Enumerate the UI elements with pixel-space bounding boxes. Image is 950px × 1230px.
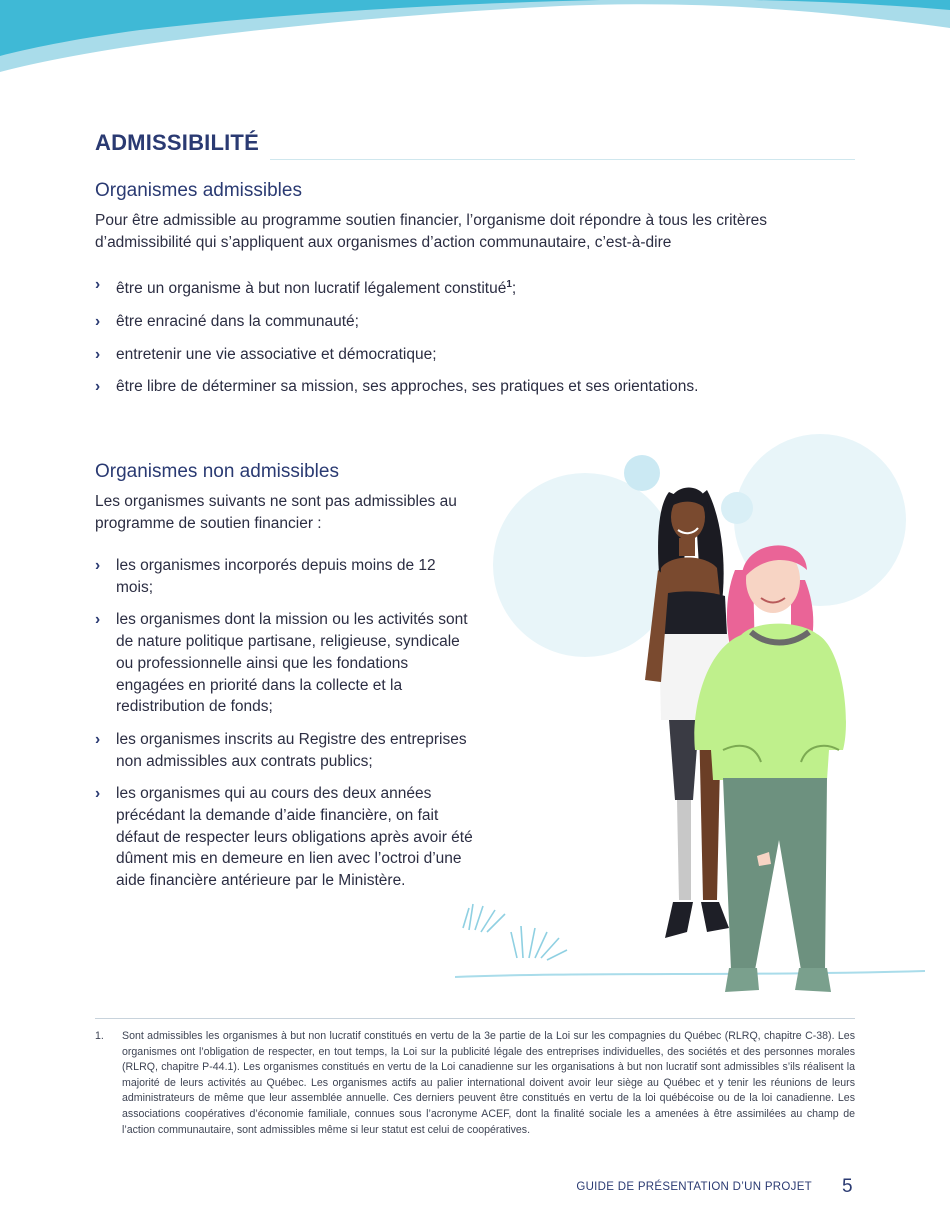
grass-left	[463, 904, 505, 932]
bg-circle	[493, 473, 677, 657]
grass-center	[511, 926, 567, 960]
footnote-rule	[95, 1018, 855, 1019]
bg-circle-small	[624, 455, 660, 491]
list-item-text: être libre de déterminer sa mission, ses approches, ses pratiques et ses orientations.	[116, 378, 699, 396]
list-item	[95, 609, 473, 718]
footnote	[95, 1029, 855, 1138]
footer-label: GUIDE DE PRÉSENTATION D’UN PROJET	[576, 1181, 812, 1193]
list-item-text: être un organisme à but non lucratif légalement constitué	[116, 280, 507, 298]
chevron-right-icon: ›	[95, 557, 101, 574]
ineligible-heading: Organismes non admissibles	[95, 461, 339, 482]
list-item-text: les organismes incorporés depuis moins de 12 mois;	[116, 557, 436, 596]
list-item-text: entretenir une vie associative et démocratique;	[116, 345, 437, 363]
chevron-right-icon: ›	[95, 345, 101, 363]
chevron-right-icon: ›	[95, 730, 101, 748]
chevron-right-icon: ›	[95, 378, 101, 396]
list-item	[95, 729, 473, 772]
bg-circle-small	[721, 492, 753, 524]
list-item-text: les organismes dont la mission ou les activités sont de nature politique partisane, religieuse, syndicale ou professionnelle ainsi que les fondations engagées en priorité dans la collecte et la redistribution de fonds;	[116, 611, 468, 716]
eligible-criteria-list	[95, 274, 855, 398]
eligible-heading: Organismes admissibles	[95, 180, 302, 201]
list-item	[95, 783, 473, 892]
page-number: 5	[842, 1176, 853, 1197]
title-rule	[270, 159, 855, 160]
list-item	[95, 344, 855, 366]
header-wave	[0, 0, 950, 90]
chevron-right-icon: ›	[95, 785, 101, 803]
list-item	[95, 274, 855, 300]
two-women-illustration	[455, 420, 925, 1020]
ineligible-intro: Les organismes suivants ne sont pas admissibles au programme de soutien financier :	[95, 493, 457, 532]
section-title: ADMISSIBILITÉ	[95, 130, 259, 155]
chevron-right-icon: ›	[95, 611, 101, 629]
list-item	[95, 376, 855, 398]
list-item-text: les organismes qui au cours des deux années précédant la demande d’aide financière, on fait défaut de respecter leurs obligations après avoir été dûment mis en demeure en lien avec l’octroi d’une aide financière antérieure par le Ministère.	[116, 785, 473, 890]
ground-line	[455, 971, 925, 977]
list-item	[95, 555, 473, 598]
list-item-text: les organismes inscrits au Registre des entreprises non admissibles aux contrats publics;	[116, 730, 467, 770]
ineligible-list	[95, 555, 473, 892]
chevron-right-icon: ›	[95, 276, 101, 293]
footnote-ref: 1	[506, 279, 512, 290]
eligible-intro: Pour être admissible au programme soutien financier, l’organisme doit répondre à tous les critères d’admissibilité qui s’appliquent aux organismes d’action communautaire, c’est-à-dire	[95, 212, 768, 251]
list-item	[95, 311, 855, 333]
list-item-text: être enraciné dans la communauté;	[116, 312, 359, 330]
chevron-right-icon: ›	[95, 312, 101, 330]
footnote-text: Sont admissibles les organismes à but non lucratif constitués en vertu de la 3e partie de la Loi sur les compagnies du Québec (RLRQ, chapitre C-38). Les organismes ont l’obligation de respecter, en tout temps, la Loi sur la publicité légale des entreprises individuelles, des sociétés et des personnes morales (RLRQ, chapitre P-44.1). Les organismes constitués en vertu de la Loi canadienne sur les organisations à but non lucratif sont admissibles s’ils réalisent la majorité de leurs activités au Québec. Les organismes actifs au palier international doivent avoir leur siège au Québec et y tenir les réunions de leurs administrateurs de même que leur assemblée annuelle. Ces derniers peuvent être constitués en vertu de la loi québécoise ou de la loi canadienne. Les associations coopératives d’économie familiale, connues sous l’acronyme ACEF, dont la finalité sociale les a amenées à être assimilées au champ de l’action communautaire, sont admissibles même si leur statut est celui de coopératives.	[122, 1030, 855, 1136]
list-item-tail: ;	[511, 280, 517, 298]
footnote-number: 1.	[95, 1030, 104, 1042]
